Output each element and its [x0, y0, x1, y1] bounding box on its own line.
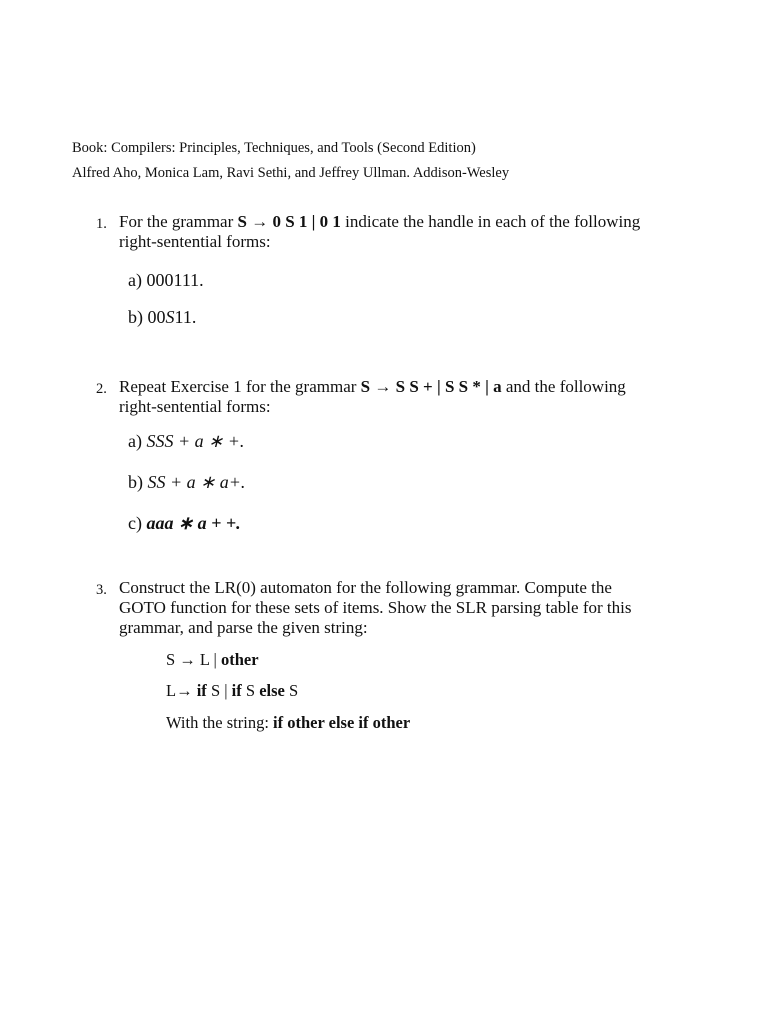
q2-part-c-expr: aaa ∗ a + +.: [146, 513, 241, 533]
q2-part-a-label: a): [128, 431, 142, 451]
q3-string-label: With the string:: [166, 713, 274, 732]
q1-post: indicate the handle in each of the following: [340, 212, 641, 231]
q3-line1: Construct the LR(0) automaton for the following grammar. Compute the: [119, 578, 612, 597]
q3-rule-2-else: else: [259, 681, 285, 700]
q1-part-a-label: a): [128, 270, 142, 290]
q2-part-b-expr: SS + a ∗ a+.: [147, 472, 246, 492]
q2-line2: right-sentential forms:: [119, 397, 271, 416]
q1-pre: For the grammar: [119, 212, 238, 231]
q1-line2: right-sentential forms:: [119, 232, 271, 251]
q3-rule-2-mid2: S: [241, 681, 260, 700]
q3-string: [166, 713, 410, 733]
q2-post: and the following: [501, 377, 626, 396]
q3-rule-2: [166, 681, 298, 701]
book-title: Book: Compilers: Principles, Techniques, and Tools (Second Edition): [72, 140, 476, 156]
q1-part-a-expr: 000111.: [146, 270, 204, 290]
q3-line3: grammar, and parse the given string:: [119, 618, 368, 637]
q1-part-b-post: 11.: [174, 307, 197, 327]
q1-grammar: S → 0 S 1 | 0 1: [237, 212, 341, 231]
q3-rule-2-post: S: [284, 681, 299, 700]
q3-line2: GOTO function for these sets of items. Show the SLR parsing table for this: [119, 598, 632, 617]
q2-pre: Repeat Exercise 1 for the grammar: [119, 377, 361, 396]
q3-rule-1: [166, 650, 259, 670]
q3-rule-1-bold: other: [220, 650, 259, 669]
q2-part-b: [128, 472, 245, 493]
q2-grammar: S → S S + | S S * | a: [360, 377, 502, 396]
q2-part-c-label: c): [128, 513, 142, 533]
q1-line1: [119, 212, 640, 232]
q3-rule-2-mid1: S |: [206, 681, 232, 700]
q1-part-a: [128, 270, 204, 291]
q1-number: 1.: [96, 216, 107, 232]
q3-number: 3.: [96, 582, 107, 598]
q3-rule-2-if1: if: [196, 681, 207, 700]
q1-part-b-S: S: [165, 307, 175, 327]
q1-part-b: [128, 307, 196, 328]
q3-rule-1-pre: S → L |: [166, 650, 221, 669]
q2-line1: [119, 377, 626, 397]
q2-part-c: [128, 513, 241, 534]
q3-string-value: if other else if other: [273, 713, 411, 732]
q1-part-b-label: b): [128, 307, 143, 327]
q1-part-b-pre: 00: [147, 307, 166, 327]
q3-rule-2-if2: if: [231, 681, 242, 700]
q1-part-b-expr: [148, 307, 197, 327]
q2-number: 2.: [96, 381, 107, 397]
q3-rule-2-pre: L→: [166, 681, 197, 700]
book-authors: Alfred Aho, Monica Lam, Ravi Sethi, and Jeffrey Ullman. Addison-Wesley: [72, 165, 510, 181]
q2-part-a: [128, 431, 244, 452]
q2-part-b-label: b): [128, 472, 143, 492]
q2-part-a-expr: SSS + a ∗ +.: [146, 431, 245, 451]
